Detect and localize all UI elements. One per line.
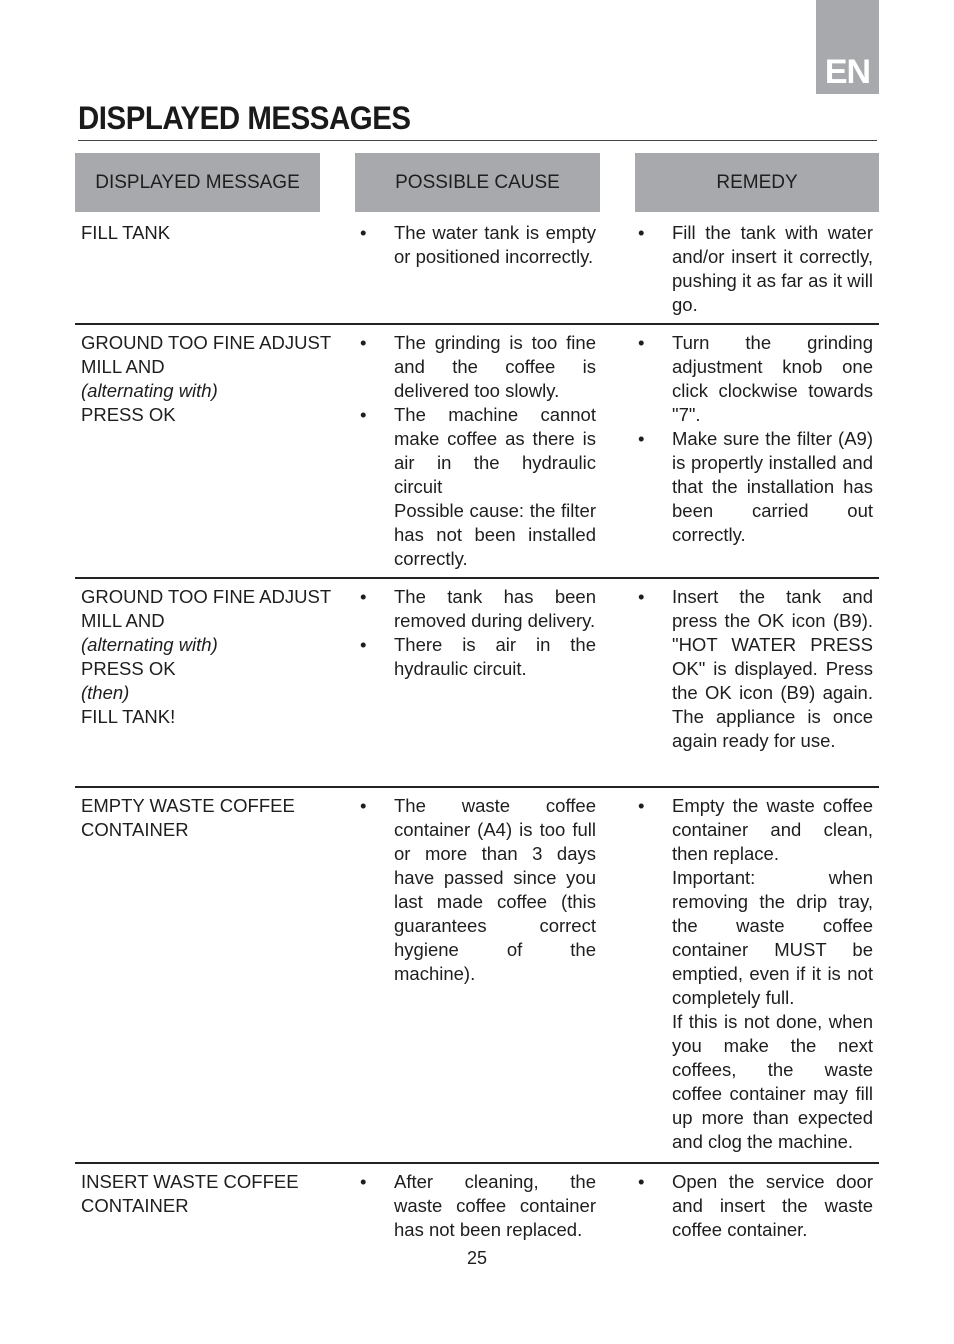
row-divider bbox=[75, 1162, 879, 1164]
cause-item bbox=[360, 633, 596, 681]
message-line: (alternating with) bbox=[81, 380, 218, 401]
title-divider bbox=[78, 140, 877, 141]
message-line: PRESS OK bbox=[81, 404, 176, 425]
cause-cell bbox=[360, 794, 596, 986]
message-line: FILL TANK! bbox=[81, 706, 176, 727]
cause-cell bbox=[360, 1170, 596, 1242]
message-line: FILL TANK bbox=[81, 222, 171, 243]
remedy-cell bbox=[638, 1170, 873, 1242]
bullet-icon: • bbox=[360, 404, 367, 425]
bullet-icon: • bbox=[360, 1171, 367, 1192]
cause-item bbox=[360, 331, 596, 403]
bullet-icon: • bbox=[638, 428, 645, 449]
remedy-continuation: Important: when removing the drip tray, the waste coffee container MUST be emptied, even if it is not completely full. bbox=[672, 867, 873, 1008]
bullet-icon: • bbox=[360, 222, 367, 243]
cause-text: After cleaning, the waste coffee container has not been replaced. bbox=[394, 1171, 596, 1240]
bullet-icon: • bbox=[638, 332, 645, 353]
remedy-text: Insert the tank and press the OK icon (B9). "HOT WATER PRESS OK" is displayed. Press the OK icon (B9) again. The appliance is once again ready for use. bbox=[672, 586, 873, 751]
message-cell bbox=[81, 585, 332, 729]
bullet-icon: • bbox=[360, 634, 367, 655]
remedy-cell bbox=[638, 331, 873, 547]
message-line: MILL AND bbox=[81, 610, 165, 631]
cause-text: The waste coffee container (A4) is too full or more than 3 days have passed since you last made coffee (this guarantees correct hygiene of the machine). bbox=[394, 795, 596, 984]
message-line: EMPTY WASTE COFFEE bbox=[81, 795, 295, 816]
remedy-item bbox=[638, 427, 873, 547]
cause-cell bbox=[360, 221, 596, 269]
message-line: GROUND TOO FINE ADJUST bbox=[81, 586, 332, 607]
cause-text: The grinding is too fine and the coffee is delivered too slowly. bbox=[394, 332, 596, 401]
message-cell bbox=[81, 1170, 321, 1218]
message-line: CONTAINER bbox=[81, 1195, 189, 1216]
cause-item bbox=[360, 794, 596, 986]
cause-item bbox=[360, 403, 596, 499]
cause-item bbox=[360, 1170, 596, 1242]
cause-text: There is air in the hydraulic circuit. bbox=[394, 634, 596, 679]
header-possible-cause: POSSIBLE CAUSE bbox=[355, 153, 600, 212]
bullet-icon: • bbox=[638, 586, 645, 607]
cause-text: The machine cannot make coffee as there is air in the hydraulic circuit bbox=[394, 404, 596, 497]
message-line: (then) bbox=[81, 682, 130, 703]
header-remedy: REMEDY bbox=[635, 153, 879, 212]
remedy-continuation: If this is not done, when you make the next coffees, the waste coffee container may fill up more than expected and clog the machine. bbox=[672, 1011, 873, 1152]
message-cell bbox=[81, 794, 321, 842]
cause-item bbox=[360, 221, 596, 269]
cause-item bbox=[360, 585, 596, 633]
remedy-item bbox=[638, 1170, 873, 1242]
message-line: (alternating with) bbox=[81, 634, 218, 655]
message-line: INSERT WASTE COFFEE bbox=[81, 1171, 299, 1192]
message-line: GROUND TOO FINE ADJUST bbox=[81, 332, 332, 353]
remedy-text: Turn the grinding adjustment knob one click clockwise towards "7". bbox=[672, 332, 873, 425]
cause-cell bbox=[360, 331, 596, 571]
remedy-text: Make sure the filter (A9) is propertly installed and that the installation has been carried out correctly. bbox=[672, 428, 873, 545]
message-line: MILL AND bbox=[81, 356, 165, 377]
bullet-icon: • bbox=[360, 795, 367, 816]
remedy-item bbox=[638, 331, 873, 427]
remedy-item bbox=[638, 585, 873, 753]
cause-continuation: Possible cause: the filter has not been installed correctly. bbox=[394, 500, 596, 569]
bullet-icon: • bbox=[638, 222, 645, 243]
page-title: DISPLAYED MESSAGES bbox=[78, 100, 411, 136]
message-cell bbox=[81, 331, 332, 427]
remedy-item bbox=[638, 221, 873, 317]
page-number: 25 bbox=[466, 1248, 488, 1268]
remedy-cell bbox=[638, 221, 873, 317]
bullet-icon: • bbox=[638, 1171, 645, 1192]
message-line: CONTAINER bbox=[81, 819, 189, 840]
remedy-text: Fill the tank with water and/or insert it correctly, pushing it as far as it will go. bbox=[672, 222, 873, 315]
header-displayed-message: DISPLAYED MESSAGE bbox=[75, 153, 320, 212]
cause-cell bbox=[360, 585, 596, 681]
cause-text: The tank has been removed during delivery. bbox=[394, 586, 596, 631]
row-divider bbox=[75, 786, 879, 788]
row-divider bbox=[75, 577, 879, 579]
message-cell bbox=[81, 221, 321, 245]
remedy-cell bbox=[638, 794, 873, 1154]
message-line: PRESS OK bbox=[81, 658, 176, 679]
bullet-icon: • bbox=[638, 795, 645, 816]
remedy-text: Empty the waste coffee container and clean, then replace. bbox=[672, 795, 873, 864]
bullet-icon: • bbox=[360, 586, 367, 607]
row-divider bbox=[75, 323, 879, 325]
bullet-icon: • bbox=[360, 332, 367, 353]
remedy-cell bbox=[638, 585, 873, 753]
cause-text: The water tank is empty or positioned incorrectly. bbox=[394, 222, 596, 267]
language-tab: EN bbox=[816, 0, 879, 94]
remedy-text: Open the service door and insert the waste coffee container. bbox=[672, 1171, 873, 1240]
remedy-item bbox=[638, 794, 873, 866]
